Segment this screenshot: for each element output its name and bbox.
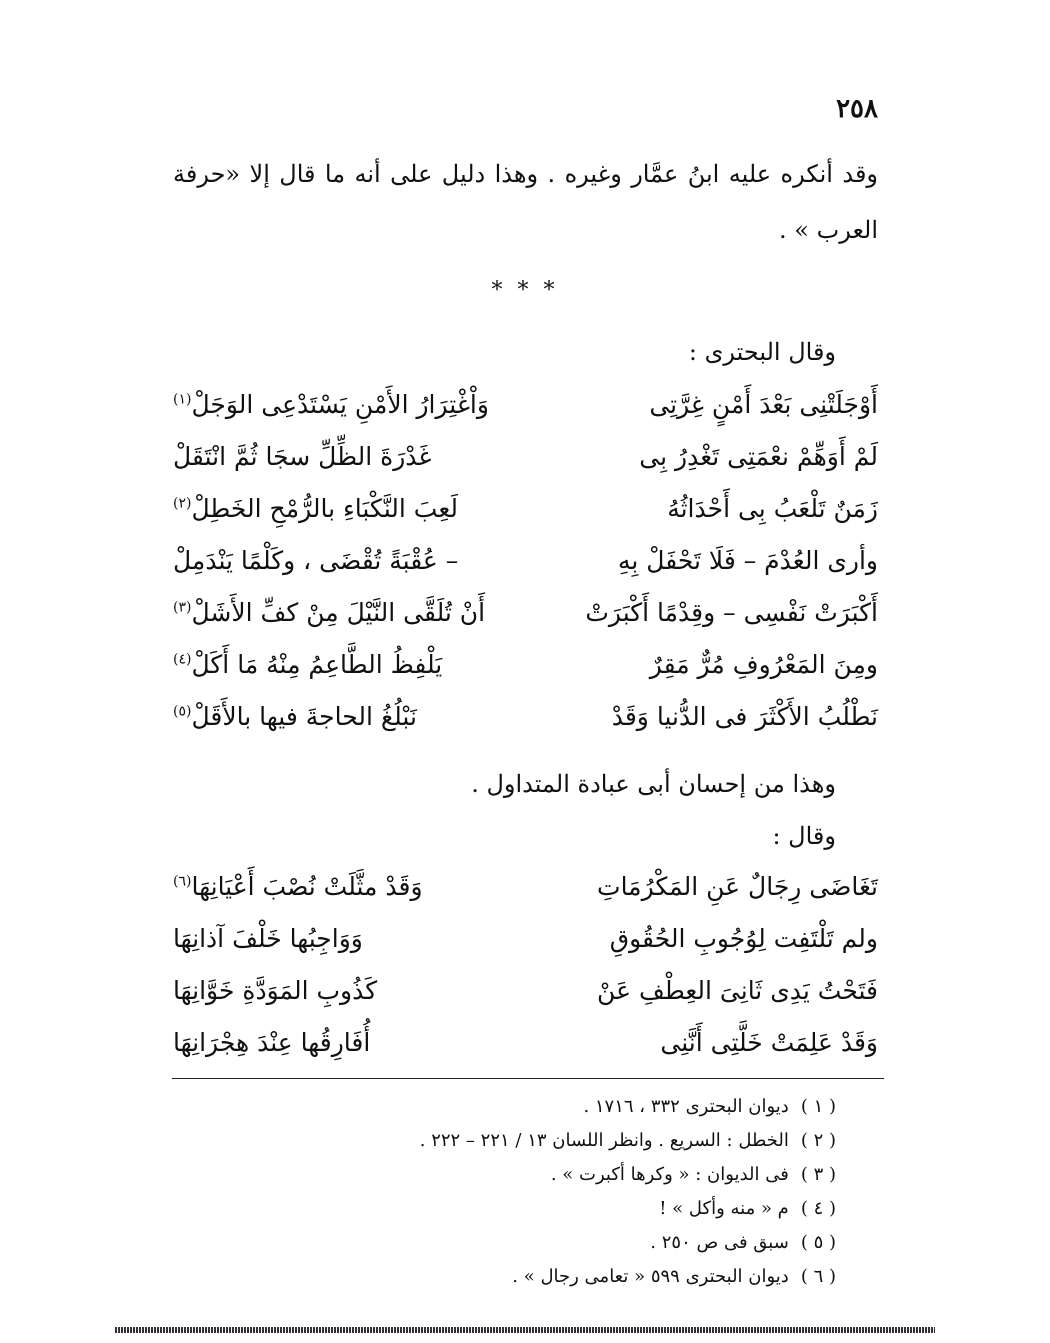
verse-first-hemistich: وَقَدْ عَلِمَتْ خَلَّتِى أَنَّنِى	[660, 1027, 878, 1057]
verse-first-hemistich: لَمْ أَوَهِّمْ نعْمَتِى تَغْدِرُ بِى	[639, 441, 878, 471]
verse-first-hemistich: أَوْجَلَتْنِى بَعْدَ أَمْنٍ غِرَّتِى	[649, 389, 878, 419]
footnote-marker: (٤)	[173, 651, 192, 668]
footnote-text: م « منه وأكل » !	[659, 1198, 789, 1219]
commentary-line: وهذا من إحسان أبى عبادة المتداول .	[471, 770, 836, 798]
footnote-item	[236, 1124, 836, 1158]
verse-first-hemistich: تَغَاضَى رِجَالٌ عَنِ المَكْرُمَاتِ	[597, 871, 878, 901]
verse-line	[173, 378, 878, 430]
footnote-number: ( ٥ )	[800, 1232, 836, 1253]
footnote-number: ( ١ )	[800, 1096, 836, 1117]
verse-line	[173, 430, 878, 482]
verse-second-hemistich	[173, 650, 513, 679]
page-bottom-border	[115, 1327, 935, 1333]
verse-first-hemistich: زَمَنٌ تَلْعَبُ بِى أَحْدَاثُهُ	[667, 493, 878, 523]
footnote-number: ( ٣ )	[800, 1164, 836, 1185]
hemistich-text: نَبْلُغُ الحاجةَ فيها بالأَقَلْ	[191, 701, 417, 731]
hemistich-text: كَذُوبِ المَوَدَّةِ خَوَّانِهَا	[173, 975, 378, 1005]
verse-second-hemistich	[173, 442, 513, 471]
verse-first-hemistich: ومِنَ المَعْرُوفِ مُرٌّ مَقِرٌ	[649, 649, 878, 679]
footnote-marker: (٦)	[173, 873, 192, 890]
footnote-number: ( ٦ )	[800, 1266, 836, 1287]
verse-line	[173, 586, 878, 638]
hemistich-text: أُفَارِقُها عِنْدَ هِجْرَانِهَا	[173, 1027, 371, 1057]
verse-line	[173, 912, 878, 964]
poem-1	[173, 378, 878, 742]
footnote-marker: (٢)	[173, 495, 192, 512]
poem-2	[173, 860, 878, 1068]
verse-second-hemistich	[173, 976, 513, 1005]
verse-second-hemistich	[173, 924, 513, 953]
footnote-item	[236, 1260, 836, 1294]
verse-line	[173, 534, 878, 586]
verse-second-hemistich	[173, 702, 513, 731]
verse-first-hemistich: فَتَحْتُ يَدِى ثَانِىَ العِطْفِ عَنْ	[597, 975, 878, 1005]
verse-first-hemistich: وأرى العُدْمَ – فَلَا تَحْفَلْ بِهِ	[617, 545, 878, 575]
poem-2-attribution: وقال :	[772, 822, 836, 850]
footnote-text: سبق فى ص ٢٥٠ .	[650, 1232, 789, 1253]
verse-line	[173, 690, 878, 742]
footnote-item	[236, 1226, 836, 1260]
verse-line	[173, 964, 878, 1016]
footnote-number: ( ٤ )	[800, 1198, 836, 1219]
verse-second-hemistich	[173, 1028, 513, 1057]
hemistich-text: غَدْرَةَ الظِّلِّ سجَا ثُمَّ انْتَقَلْ	[173, 441, 432, 471]
hemistich-text: لَعِبَ النَّكْبَاءِ بالرُّمْحِ الخَطِلْ	[191, 493, 459, 523]
intro-paragraph: وقد أنكره عليه ابنُ عمَّار وغيره . وهذا دليل على أنه ما قال إلا «حرفة العرب » .	[173, 160, 878, 244]
verse-line	[173, 860, 878, 912]
footnote-marker: (١)	[173, 391, 192, 408]
footnote-text: ديوان البحترى ٣٣٢ ، ١٧١٦ .	[583, 1096, 789, 1117]
verse-first-hemistich: ولم تَلْتَفِت لِوُجُوبِ الحُقُوقِ	[609, 923, 878, 953]
footnote-item	[236, 1090, 836, 1124]
hemistich-text: وَقَدْ مثَّلَتْ نُصْبَ أَعْيَانِهَا	[191, 871, 423, 901]
verse-line	[173, 638, 878, 690]
footnote-marker: (٥)	[173, 703, 192, 720]
footnote-divider	[172, 1078, 884, 1079]
footnotes	[236, 1090, 836, 1294]
hemistich-text: – عُقْبَةً تُقْضَى ، وكَلْمًا يَنْدَمِلْ	[173, 545, 459, 575]
verse-second-hemistich	[173, 494, 513, 523]
verse-line	[173, 1016, 878, 1068]
verse-line	[173, 482, 878, 534]
hemistich-text: أَنْ تُلَقَّى النَّيْلَ مِنْ كفِّ الأَشَلْ	[191, 597, 486, 627]
footnote-text: ديوان البحترى ٥٩٩ « تعامى رجال » .	[512, 1266, 789, 1287]
footnote-text: فى الديوان : « وكرها أكبرت » .	[550, 1164, 789, 1185]
verse-first-hemistich: نَطْلُبُ الأَكْثَرَ فى الدُّنيا وَقَدْ	[611, 701, 878, 731]
verse-second-hemistich	[173, 390, 513, 419]
hemistich-text: وَاْغْتِرَارُ الأَمْنِ يَسْتَدْعِى الوَجَلْ	[191, 389, 489, 419]
footnote-text: الخطل : السريع . وانظر اللسان ١٣ / ٢٢١ – ٢٢٢ .	[419, 1130, 789, 1151]
footnote-marker: (٣)	[173, 599, 192, 616]
poem-1-attribution: وقال البحترى :	[688, 338, 836, 366]
verse-second-hemistich	[173, 872, 513, 901]
footnote-number: ( ٢ )	[800, 1130, 836, 1151]
verse-second-hemistich	[173, 546, 513, 575]
section-separator: * * *	[491, 278, 559, 303]
hemistich-text: وَوَاجِبُها خَلْفَ آذانِهَا	[173, 923, 363, 953]
footnote-item	[236, 1158, 836, 1192]
hemistich-text: يَلْفِظُ الطَّاعِمُ مِنْهُ مَا أَكَلْ	[191, 649, 443, 679]
page-number: ٢٥٨	[836, 94, 878, 124]
verse-second-hemistich	[173, 598, 513, 627]
verse-first-hemistich: أَكْبَرَتْ نَفْسِى – وقِدْمًا أَكْبَرَتْ	[585, 597, 878, 627]
footnote-item	[236, 1192, 836, 1226]
